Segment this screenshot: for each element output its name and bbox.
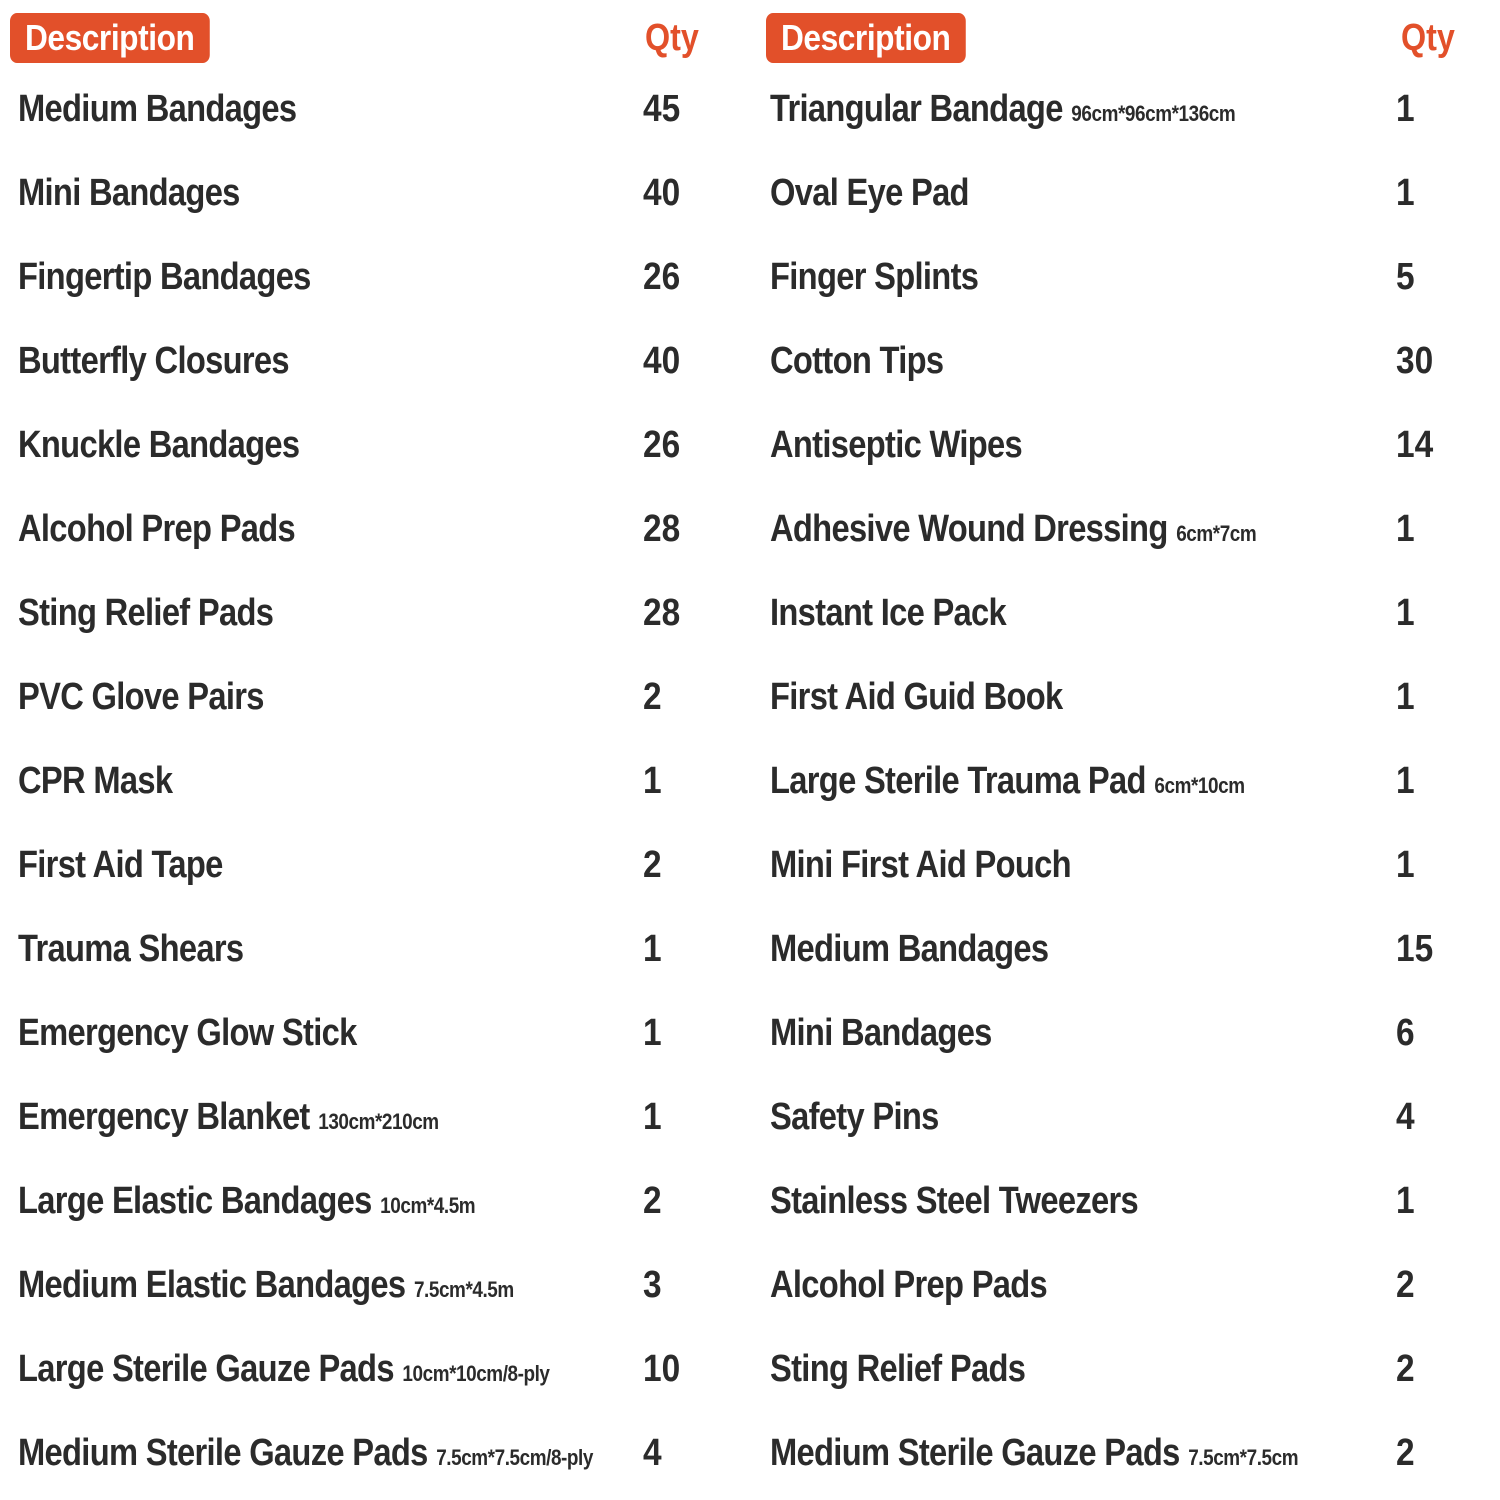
item-description	[770, 571, 1006, 655]
table-row	[0, 1159, 750, 1243]
item-size: 6cm*10cm	[1154, 773, 1245, 798]
item-description	[770, 487, 1256, 571]
item-name: Large Elastic Bandages	[18, 1180, 372, 1222]
table-row	[0, 739, 750, 823]
item-size: 130cm*210cm	[318, 1109, 439, 1134]
item-description	[770, 403, 1022, 487]
table-row	[0, 1411, 750, 1495]
table-row	[756, 739, 1500, 823]
item-description	[770, 67, 1235, 151]
item-name: Large Sterile Gauze Pads	[18, 1348, 394, 1390]
item-name: Mini Bandages	[18, 172, 240, 214]
item-name: Alcohol Prep Pads	[18, 508, 296, 550]
table-row	[0, 655, 750, 739]
item-qty: 4	[1396, 1096, 1415, 1138]
item-name: Fingertip Bandages	[18, 256, 311, 298]
item-qty: 40	[643, 340, 681, 382]
table-row	[756, 403, 1500, 487]
item-name: Instant Ice Pack	[770, 592, 1007, 634]
item-name: Knuckle Bandages	[18, 424, 300, 466]
item-name: Medium Bandages	[18, 88, 297, 130]
item-description	[770, 1327, 1025, 1411]
description-header: Description	[10, 13, 209, 63]
item-qty: 14	[1396, 424, 1434, 466]
item-name: Trauma Shears	[18, 928, 244, 970]
qty-header: Qty	[645, 17, 699, 59]
item-name: Triangular Bandage	[770, 88, 1063, 130]
table-row	[756, 823, 1500, 907]
item-description	[770, 1411, 1298, 1495]
item-size: 6cm*7cm	[1176, 521, 1257, 546]
item-description	[18, 1243, 514, 1327]
table-row	[0, 487, 750, 571]
item-description	[18, 1159, 475, 1243]
item-qty: 1	[643, 1096, 662, 1138]
description-header: Description	[766, 13, 965, 63]
item-qty: 1	[1396, 88, 1415, 130]
item-qty: 26	[643, 256, 681, 298]
table-row	[756, 1159, 1500, 1243]
item-qty: 1	[1396, 592, 1415, 634]
item-description	[18, 1075, 439, 1159]
item-name: Adhesive Wound Dressing	[770, 508, 1168, 550]
item-qty: 45	[643, 88, 681, 130]
item-size: 7.5cm*7.5cm	[1188, 1445, 1299, 1470]
table-row	[0, 1075, 750, 1159]
table-row	[756, 991, 1500, 1075]
item-qty: 1	[1396, 172, 1415, 214]
item-name: Large Sterile Trauma Pad	[770, 760, 1146, 802]
item-description	[18, 907, 243, 991]
item-description	[770, 319, 943, 403]
item-qty: 15	[1396, 928, 1434, 970]
item-description	[770, 739, 1245, 823]
item-description	[18, 67, 296, 151]
qty-header: Qty	[1401, 17, 1455, 59]
item-description	[18, 319, 289, 403]
item-qty: 1	[1396, 844, 1415, 886]
item-name: First Aid Guid Book	[770, 676, 1063, 718]
item-description	[18, 1327, 550, 1411]
item-name: First Aid Tape	[18, 844, 223, 886]
item-qty: 40	[643, 172, 681, 214]
item-qty: 5	[1396, 256, 1415, 298]
item-name: Medium Sterile Gauze Pads	[18, 1432, 428, 1474]
item-qty: 26	[643, 424, 681, 466]
item-name: Sting Relief Pads	[18, 592, 274, 634]
item-list	[756, 67, 1500, 1495]
item-qty: 10	[643, 1348, 681, 1390]
item-qty: 28	[643, 592, 681, 634]
item-name: Medium Sterile Gauze Pads	[770, 1432, 1180, 1474]
table-row	[0, 1243, 750, 1327]
item-description	[770, 151, 969, 235]
item-qty: 2	[643, 1180, 662, 1222]
item-name: Finger Splints	[770, 256, 979, 298]
item-qty: 30	[1396, 340, 1434, 382]
item-name: Oval Eye Pad	[770, 172, 969, 214]
table-row	[0, 151, 750, 235]
item-description	[18, 991, 357, 1075]
item-name: PVC Glove Pairs	[18, 676, 264, 718]
table-row	[0, 403, 750, 487]
item-description	[770, 235, 978, 319]
item-qty: 1	[643, 1012, 662, 1054]
item-name: Sting Relief Pads	[770, 1348, 1026, 1390]
item-name: Stainless Steel Tweezers	[770, 1180, 1138, 1222]
item-qty: 1	[643, 928, 662, 970]
item-description	[770, 907, 1048, 991]
item-qty: 6	[1396, 1012, 1415, 1054]
table-row	[756, 1327, 1500, 1411]
item-description	[770, 1243, 1047, 1327]
table-row	[0, 235, 750, 319]
table-row	[0, 1327, 750, 1411]
item-name: Mini First Aid Pouch	[770, 844, 1071, 886]
item-name: Antiseptic Wipes	[770, 424, 1023, 466]
item-size: 10cm*4.5m	[380, 1193, 476, 1218]
item-qty: 1	[643, 760, 662, 802]
table-row	[0, 907, 750, 991]
item-name: Medium Bandages	[770, 928, 1049, 970]
table-row	[756, 235, 1500, 319]
item-qty: 1	[1396, 508, 1415, 550]
item-qty: 2	[643, 676, 662, 718]
item-qty: 4	[643, 1432, 662, 1474]
item-description	[18, 403, 299, 487]
item-size: 7.5cm*4.5m	[413, 1277, 514, 1302]
item-description	[18, 151, 240, 235]
item-description	[18, 1411, 593, 1495]
table-row	[756, 151, 1500, 235]
table-row	[0, 823, 750, 907]
item-qty: 1	[1396, 760, 1415, 802]
table-row	[756, 907, 1500, 991]
item-name: Alcohol Prep Pads	[770, 1264, 1048, 1306]
table-row	[756, 67, 1500, 151]
item-qty: 1	[1396, 676, 1415, 718]
item-qty: 2	[643, 844, 662, 886]
table-row	[756, 571, 1500, 655]
item-description	[770, 1159, 1138, 1243]
item-name: Mini Bandages	[770, 1012, 992, 1054]
item-size: 10cm*10cm/8-ply	[402, 1361, 550, 1386]
item-name: Safety Pins	[770, 1096, 939, 1138]
table-row	[0, 67, 750, 151]
item-description	[18, 571, 273, 655]
table-row	[756, 319, 1500, 403]
item-description	[770, 1075, 939, 1159]
item-qty: 2	[1396, 1348, 1415, 1390]
item-qty: 3	[643, 1264, 662, 1306]
item-qty: 28	[643, 508, 681, 550]
item-description	[18, 487, 295, 571]
table-row	[0, 571, 750, 655]
table-row	[756, 487, 1500, 571]
table-row	[756, 1411, 1500, 1495]
table-row	[756, 655, 1500, 739]
item-name: Medium Elastic Bandages	[18, 1264, 406, 1306]
table-row	[756, 1075, 1500, 1159]
item-description	[770, 991, 992, 1075]
item-description	[18, 235, 311, 319]
item-name: CPR Mask	[18, 760, 173, 802]
item-description	[18, 655, 264, 739]
table-row	[0, 991, 750, 1075]
item-name: Butterfly Closures	[18, 340, 289, 382]
item-name: Cotton Tips	[770, 340, 944, 382]
item-description	[18, 823, 223, 907]
table-row	[0, 319, 750, 403]
item-qty: 2	[1396, 1264, 1415, 1306]
item-name: Emergency Glow Stick	[18, 1012, 357, 1054]
item-description	[770, 655, 1063, 739]
item-size: 7.5cm*7.5cm/8-ply	[436, 1445, 593, 1470]
item-list	[0, 67, 750, 1495]
item-description	[18, 739, 172, 823]
item-name: Emergency Blanket	[18, 1096, 310, 1138]
table-row	[756, 1243, 1500, 1327]
item-size: 96cm*96cm*136cm	[1071, 101, 1236, 126]
item-description	[770, 823, 1071, 907]
item-qty: 2	[1396, 1432, 1415, 1474]
item-qty: 1	[1396, 1180, 1415, 1222]
